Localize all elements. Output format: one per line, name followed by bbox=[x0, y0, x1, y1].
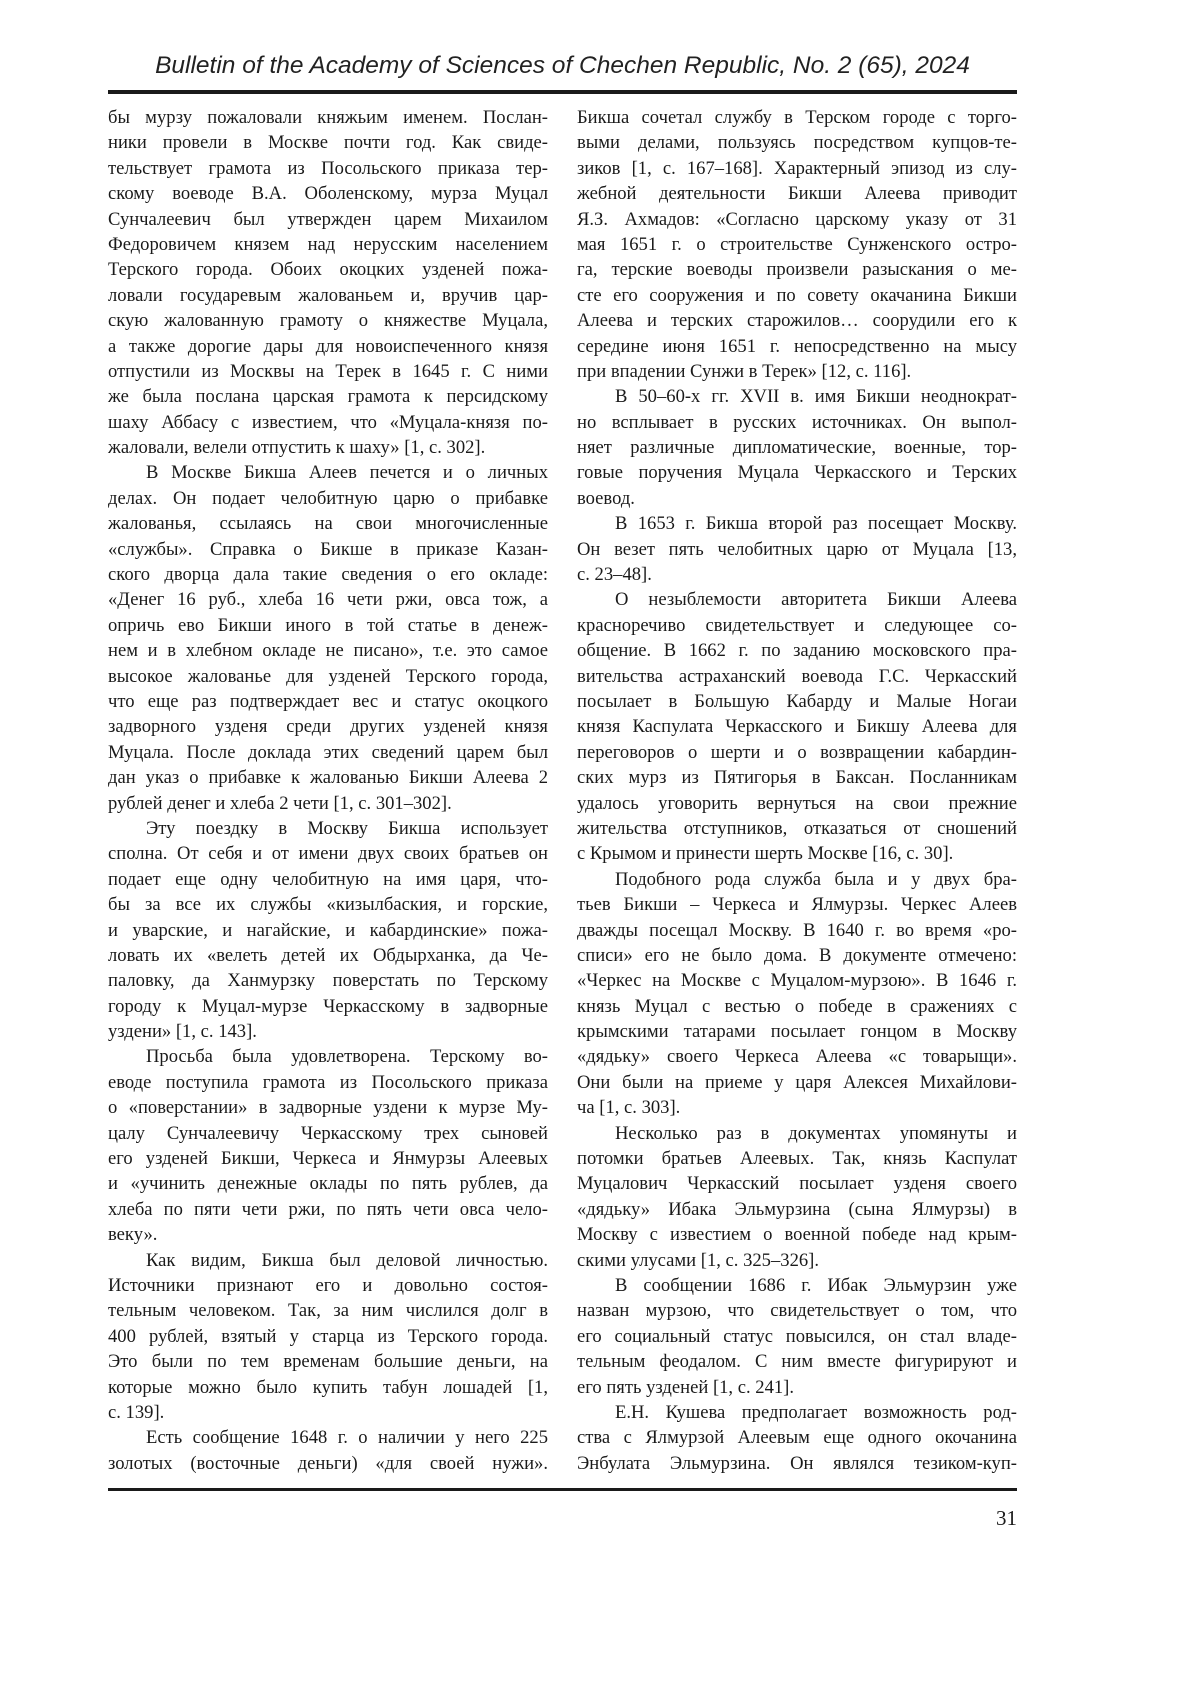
journal-header: Bulletin of the Academy of Sciences of Chechen Republic, No. 2 (65), 2024 bbox=[108, 52, 1017, 80]
text-line: переговоров о шерти и о возвращении кабардин- bbox=[577, 740, 1017, 765]
text-line: га, терские воеводы произвели разыскания о ме- bbox=[577, 257, 1017, 282]
paragraph bbox=[108, 816, 548, 1045]
text-line: мая 1651 г. о строительстве Сунженского остро- bbox=[577, 232, 1017, 257]
text-line: Муцала. После доклада этих сведений царем был bbox=[108, 740, 548, 765]
text-line: жалованья, ссылаясь на свои многочисленные bbox=[108, 511, 548, 536]
text-line: скими улусами [1, с. 325–326]. bbox=[577, 1248, 1017, 1273]
text-line: ловали государевым жалованьем и, вручив цар- bbox=[108, 283, 548, 308]
text-line: красноречиво свидетельствует и следующее со- bbox=[577, 613, 1017, 638]
text-line: Сунчалеевич был утвержден царем Михаилом bbox=[108, 207, 548, 232]
text-line: нем и в хлебном окладе не писано», т.е. это самое bbox=[108, 638, 548, 663]
paragraph bbox=[577, 867, 1017, 1121]
text-line: «дядьку» своего Черкеса Алеева «с товарыщи». bbox=[577, 1044, 1017, 1069]
text-line: воевод. bbox=[577, 486, 1017, 511]
text-line: Я.З. Ахмадов: «Согласно царскому указу от 31 bbox=[577, 207, 1017, 232]
text-line: жительства отступников, отказаться от сношений bbox=[577, 816, 1017, 841]
text-line: бы за все их службы «кизылбаския, и горские, bbox=[108, 892, 548, 917]
paragraph bbox=[577, 384, 1017, 511]
text-line: сполна. От себя и от имени двух своих братьев он bbox=[108, 841, 548, 866]
text-line: «дядьку» Ибака Эльмурзина (сына Ялмурзы) в bbox=[577, 1197, 1017, 1222]
text-line: ча [1, с. 303]. bbox=[577, 1095, 1017, 1120]
text-line: дважды посещал Москву. В 1640 г. во время «ро- bbox=[577, 918, 1017, 943]
text-line: Он везет пять челобитных царю от Муцала [13, bbox=[577, 537, 1017, 562]
paragraph bbox=[577, 587, 1017, 866]
text-line: потомки братьев Алеевых. Так, князь Каспулат bbox=[577, 1146, 1017, 1171]
text-line: удалось уговорить вернуться на свои прежние bbox=[577, 791, 1017, 816]
text-line: еводе поступила грамота из Посольского приказа bbox=[108, 1070, 548, 1095]
text-line: что еще раз подтверждает вес и статус окоцкого bbox=[108, 689, 548, 714]
text-line: с Крымом и принести шерть Москве [16, с. 30]. bbox=[577, 841, 1017, 866]
text-line: Москву с известием о военной победе над крым- bbox=[577, 1222, 1017, 1247]
text-line: а также дорогие дары для новоиспеченного князя bbox=[108, 334, 548, 359]
text-line: Эту поездку в Москву Бикша использует bbox=[108, 816, 548, 841]
text-line: золотых (восточные деньги) «для своей нужи». bbox=[108, 1451, 548, 1476]
text-line: опричь ево Бикши иного в той статье в денеж- bbox=[108, 613, 548, 638]
text-line: Несколько раз в документах упомянуты и bbox=[577, 1121, 1017, 1146]
text-line: Алеева и терских старожилов… соорудили его к bbox=[577, 308, 1017, 333]
text-line: тьев Бикши – Черкеса и Ялмурзы. Черкес Алеев bbox=[577, 892, 1017, 917]
text-line: середине июня 1651 г. непосредственно на мысу bbox=[577, 334, 1017, 359]
right-column bbox=[577, 105, 1017, 1476]
text-line: сте его сооружения и по совету окачанина Бикши bbox=[577, 283, 1017, 308]
footer-rule bbox=[108, 1488, 1017, 1491]
text-line: скому воеводе В.А. Оболенскому, мурза Муцал bbox=[108, 181, 548, 206]
text-line: же была послана царская грамота к персидскому bbox=[108, 384, 548, 409]
text-line: Есть сообщение 1648 г. о наличии у него 225 bbox=[108, 1425, 548, 1450]
left-column bbox=[108, 105, 548, 1476]
text-line: его пять узденей [1, с. 241]. bbox=[577, 1375, 1017, 1400]
text-line: ского дворца дала такие сведения о его окладе: bbox=[108, 562, 548, 587]
text-line: жаловали, велели отпустить к шаху» [1, с. 302]. bbox=[108, 435, 548, 460]
text-line: и уварские, и нагайские, и кабардинские» пожа- bbox=[108, 918, 548, 943]
text-line: о «поверстании» в задворные уздени к мурзе Му- bbox=[108, 1095, 548, 1120]
text-line: дан указ о прибавке к жалованью Бикши Алеева 2 bbox=[108, 765, 548, 790]
text-line: вительства астраханский воевода Г.С. Черкасский bbox=[577, 664, 1017, 689]
text-line: городу к Муцал-мурзе Черкасскому в задворные bbox=[108, 994, 548, 1019]
text-line: хлеба по пяти чети ржи, по пять чети овса чело- bbox=[108, 1197, 548, 1222]
text-line: Е.Н. Кушева предполагает возможность род- bbox=[577, 1400, 1017, 1425]
text-line: его узденей Бикши, Черкеса и Янмурзы Алеевых bbox=[108, 1146, 548, 1171]
text-line: тельным человеком. Так, за ним числился долг в bbox=[108, 1298, 548, 1323]
text-line: посылает в Большую Кабарду и Малые Ногаи bbox=[577, 689, 1017, 714]
text-line: Федоровичем князем над нерусским населением bbox=[108, 232, 548, 257]
text-line: няет различные дипломатические, военные, тор- bbox=[577, 435, 1017, 460]
page-number: 31 bbox=[996, 1506, 1017, 1531]
paragraph bbox=[108, 105, 548, 460]
text-line: но всплывает в русских источниках. Он выпол- bbox=[577, 410, 1017, 435]
paragraph bbox=[577, 1400, 1017, 1476]
text-line: крымскими татарами посылает гонцом в Москву bbox=[577, 1019, 1017, 1044]
text-line: 400 рублей, взятый у старца из Терского города. bbox=[108, 1324, 548, 1349]
text-line: В 50–60-х гг. XVII в. имя Бикши неоднократ- bbox=[577, 384, 1017, 409]
text-line: подает еще одну челобитную на имя царя, что- bbox=[108, 867, 548, 892]
text-line: рублей денег и хлеба 2 чети [1, с. 301–302]. bbox=[108, 791, 548, 816]
text-line: которые можно было купить табун лошадей [1, bbox=[108, 1375, 548, 1400]
paragraph bbox=[108, 1044, 548, 1247]
text-line: ских мурз из Пятигорья в Баксан. Посланникам bbox=[577, 765, 1017, 790]
text-line: скую жалованную грамоту о княжестве Муцала, bbox=[108, 308, 548, 333]
text-line: Подобного рода служба была и у двух бра- bbox=[577, 867, 1017, 892]
text-line: делах. Он подает челобитную царю о прибавке bbox=[108, 486, 548, 511]
text-line: князя Каспулата Черкасского и Бикшу Алеева для bbox=[577, 714, 1017, 739]
text-line: «Денег 16 руб., хлеба 16 чети ржи, овса тож, а bbox=[108, 587, 548, 612]
text-line: князь Муцал с вестью о победе в сражениях с bbox=[577, 994, 1017, 1019]
text-line: В Москве Бикша Алеев печется и о личных bbox=[108, 460, 548, 485]
text-line: ники провели в Москве почти год. Как свиде- bbox=[108, 130, 548, 155]
text-line: шаху Аббасу с известием, что «Муцала-князя по- bbox=[108, 410, 548, 435]
text-line: Терского города. Обоих окоцких узденей пожа- bbox=[108, 257, 548, 282]
text-line: Просьба была удовлетворена. Терскому во- bbox=[108, 1044, 548, 1069]
text-line: задворного узденя среди других узденей князя bbox=[108, 714, 548, 739]
text-line: Бикша сочетал службу в Терском городе с торго- bbox=[577, 105, 1017, 130]
text-line: ловать их «велеть детей их Обдырханка, да Че- bbox=[108, 943, 548, 968]
text-line: тельствует грамота из Посольского приказа тер- bbox=[108, 156, 548, 181]
paragraph bbox=[577, 1121, 1017, 1273]
text-line: ства с Ялмурзой Алеевым еще одного окочанина bbox=[577, 1425, 1017, 1450]
text-line: Они были на приеме у царя Алексея Михайлови- bbox=[577, 1070, 1017, 1095]
text-line: цалу Сунчалеевичу Черкасскому трех сыновей bbox=[108, 1121, 548, 1146]
paragraph bbox=[108, 460, 548, 815]
text-line: Энбулата Эльмурзина. Он являлся тезиком-куп- bbox=[577, 1451, 1017, 1476]
paragraph bbox=[577, 1273, 1017, 1400]
text-line: зиков [1, с. 167–168]. Характерный эпизод из слу- bbox=[577, 156, 1017, 181]
text-line: тельным феодалом. С ним вместе фигурируют и bbox=[577, 1349, 1017, 1374]
text-line: высокое жалованье для узденей Терского города, bbox=[108, 664, 548, 689]
text-line: бы мурзу пожаловали княжьим именем. Послан- bbox=[108, 105, 548, 130]
text-line: В сообщении 1686 г. Ибак Эльмурзин уже bbox=[577, 1273, 1017, 1298]
text-line: общение. В 1662 г. по заданию московского пра- bbox=[577, 638, 1017, 663]
text-line: списи» его не было дома. В документе отмечено: bbox=[577, 943, 1017, 968]
text-line: Источники признают его и довольно состоя- bbox=[108, 1273, 548, 1298]
text-line: его социальный статус повысился, он стал владе- bbox=[577, 1324, 1017, 1349]
text-line: жебной деятельности Бикши Алеева приводит bbox=[577, 181, 1017, 206]
text-line: и «учинить денежные оклады по пять рублев, да bbox=[108, 1171, 548, 1196]
text-line: при впадении Сунжи в Терек» [12, с. 116]. bbox=[577, 359, 1017, 384]
text-line: О незыблемости авторитета Бикши Алеева bbox=[577, 587, 1017, 612]
paragraph bbox=[108, 1248, 548, 1426]
text-line: Это были по тем временам большие деньги, на bbox=[108, 1349, 548, 1374]
text-line: «службы». Справка о Бикше в приказе Казан- bbox=[108, 537, 548, 562]
text-line: паловку, да Ханмурзку поверстать по Терскому bbox=[108, 968, 548, 993]
paragraph bbox=[577, 105, 1017, 384]
text-line: назван мурзою, что свидетельствует о том, что bbox=[577, 1298, 1017, 1323]
text-line: веку». bbox=[108, 1222, 548, 1247]
text-line: отпустили из Москвы на Терек в 1645 г. С ними bbox=[108, 359, 548, 384]
text-line: с. 139]. bbox=[108, 1400, 548, 1425]
text-line: выми делами, пользуясь посредством купцов-те- bbox=[577, 130, 1017, 155]
paragraph bbox=[108, 1425, 548, 1476]
paragraph bbox=[577, 511, 1017, 587]
header-rule bbox=[108, 90, 1017, 94]
text-line: уздени» [1, с. 143]. bbox=[108, 1019, 548, 1044]
text-line: с. 23–48]. bbox=[577, 562, 1017, 587]
text-line: говые поручения Муцала Черкасского и Терских bbox=[577, 460, 1017, 485]
text-line: Как видим, Бикша был деловой личностью. bbox=[108, 1248, 548, 1273]
text-line: В 1653 г. Бикша второй раз посещает Москву. bbox=[577, 511, 1017, 536]
text-line: «Черкес на Москве с Муцалом-мурзою». В 1646 г. bbox=[577, 968, 1017, 993]
text-line: Муцалович Черкасский посылает узденя своего bbox=[577, 1171, 1017, 1196]
